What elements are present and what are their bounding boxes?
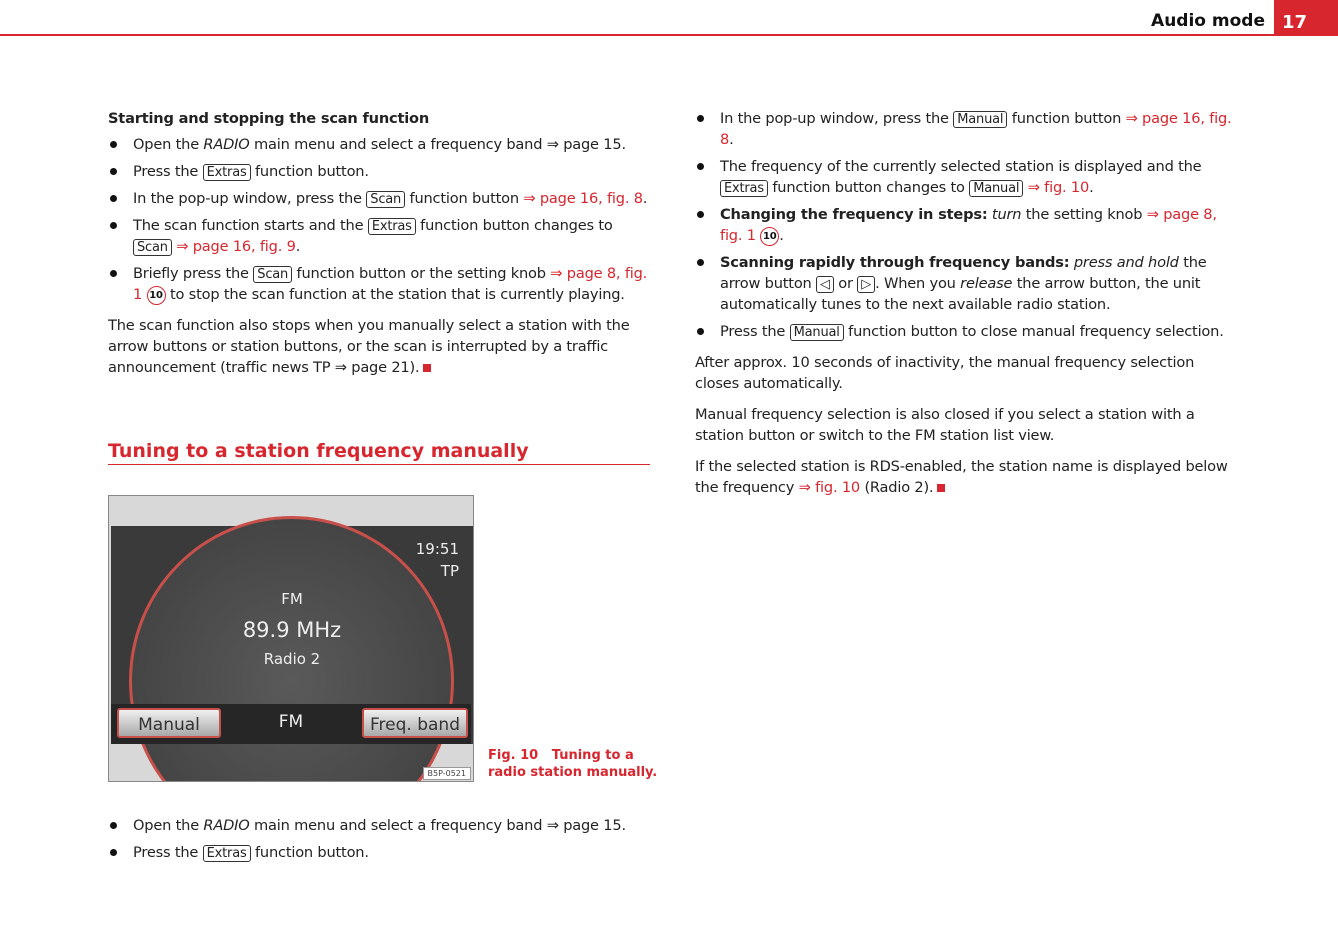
cross-reference-link[interactable]: ⇒ page 16, fig. 8 <box>720 110 1232 148</box>
text: . <box>779 227 784 244</box>
left-column-lower <box>108 815 653 869</box>
function-key: ◁ <box>816 276 834 293</box>
bullet-item <box>108 188 653 209</box>
text: Open the <box>133 136 204 153</box>
text: In the pop-up window, press the <box>133 190 367 207</box>
bullet-item <box>695 321 1240 342</box>
knob-reference-icon: 10 <box>147 286 166 305</box>
clock: 19:51 <box>415 540 459 558</box>
text: the arrow button <box>720 254 1207 292</box>
function-key: Extras <box>368 218 416 235</box>
text: Starting and stopping the scan function <box>108 110 430 127</box>
text: In the pop-up window, press the <box>720 110 954 127</box>
bullet-item <box>108 161 653 182</box>
function-key: ▷ <box>857 276 875 293</box>
paragraph <box>695 404 1240 446</box>
figure-code: B5P-0521 <box>423 767 471 780</box>
text: . When you <box>875 275 961 292</box>
text: function button to close manual frequency selection. <box>843 323 1224 340</box>
cross-reference-link[interactable]: ⇒ page 8, fig. 1 <box>133 265 648 303</box>
text: The scan function also stops when you manually select a station with the arrow buttons or station buttons, or the scan is interrupted by a traffic announcement (traffic news TP ⇒ page 21). <box>108 317 630 376</box>
bullet-item <box>695 204 1240 246</box>
bullet-item <box>695 108 1240 150</box>
end-marker-icon <box>423 364 431 372</box>
italic-text: turn <box>991 206 1022 223</box>
text: Briefly press the <box>133 265 254 282</box>
end-marker-icon <box>937 484 945 492</box>
text: . <box>1089 179 1094 196</box>
caption-text: Tuning to a radio station manually. <box>488 748 658 780</box>
tp-indicator: TP <box>440 562 459 580</box>
frequency-display: 89.9 MHz <box>242 618 342 642</box>
bullet-item <box>108 263 653 305</box>
text: (Radio 2). <box>860 479 934 496</box>
text: function button changes to <box>415 217 613 234</box>
left-column <box>108 108 653 388</box>
text: The frequency of the currently selected station is displayed and the <box>720 158 1202 175</box>
station-name: Radio 2 <box>263 650 321 668</box>
figure-caption <box>488 747 658 781</box>
function-key: Extras <box>203 845 251 862</box>
page-number: 17 <box>1274 0 1338 36</box>
knob-reference-icon: 10 <box>760 227 779 246</box>
freq-band-button[interactable]: Freq. band <box>362 708 468 738</box>
text: After approx. 10 seconds of inactivity, the manual frequency selection closes automatically. <box>695 354 1195 392</box>
caption-number: Fig. 10 <box>488 748 539 763</box>
text: or <box>833 275 858 292</box>
bullet-item <box>108 134 653 155</box>
right-column <box>695 108 1240 508</box>
cross-reference-link[interactable]: ⇒ fig. 10 <box>1027 179 1090 196</box>
text: function button or the setting knob <box>292 265 551 282</box>
function-key: Manual <box>790 324 844 341</box>
text: . <box>295 238 301 255</box>
italic-text: release <box>960 275 1013 292</box>
italic-text: RADIO <box>203 136 250 153</box>
text: Press the <box>133 844 203 861</box>
paragraph <box>108 315 653 378</box>
function-key: Scan <box>366 191 405 208</box>
function-key: Extras <box>720 180 768 197</box>
cross-reference-link[interactable]: ⇒ fig. 10 <box>798 479 860 496</box>
bar-band-label: FM <box>278 712 304 732</box>
function-bar <box>111 704 471 744</box>
function-key: Scan <box>253 266 292 283</box>
bullet-item <box>108 815 653 836</box>
text <box>142 286 146 303</box>
band-label: FM <box>281 590 303 608</box>
text: Press the <box>720 323 790 340</box>
cross-reference-link[interactable]: ⇒ page 16, fig. 9 <box>176 238 296 255</box>
text: The scan function starts and the <box>133 217 368 234</box>
bold-text: Changing the frequency in steps: <box>720 206 988 223</box>
header-rule <box>0 34 1338 36</box>
cross-reference-link[interactable]: ⇒ page 16, fig. 8 <box>523 190 643 207</box>
italic-text: RADIO <box>203 817 250 834</box>
italic-text: press and hold <box>1073 254 1179 271</box>
text: Press the <box>133 163 203 180</box>
text: the setting knob <box>1021 206 1147 223</box>
text: function button <box>1007 110 1126 127</box>
subheading <box>108 108 653 129</box>
bullet-item <box>108 215 653 257</box>
text: . <box>729 131 734 148</box>
text: Open the <box>133 817 204 834</box>
text: the arrow button, the unit automatically tunes to the next available radio station. <box>720 275 1201 313</box>
paragraph <box>695 456 1240 498</box>
function-key: Scan <box>133 239 172 256</box>
bold-text: Scanning rapidly through frequency bands: <box>720 254 1070 271</box>
function-key: Manual <box>969 180 1023 197</box>
text: to stop the scan function at the station that is currently playing. <box>165 286 625 303</box>
text: function button changes to <box>767 179 970 196</box>
section-title: Tuning to a station frequency manually <box>108 440 650 465</box>
bullet-item <box>108 842 653 863</box>
bullet-item <box>695 156 1240 198</box>
text: main menu and select a frequency band ⇒ page 15. <box>249 136 626 153</box>
manual-button[interactable]: Manual <box>117 708 221 738</box>
figure-radio-screen <box>108 495 474 782</box>
text: Manual frequency selection is also closed if you select a station with a station button or switch to the FM station list view. <box>695 406 1195 444</box>
paragraph <box>695 352 1240 394</box>
header-title: Audio mode <box>1151 11 1265 31</box>
function-key: Manual <box>953 111 1007 128</box>
text: . <box>642 190 648 207</box>
text: function button. <box>250 163 369 180</box>
text: main menu and select a frequency band ⇒ page 15. <box>249 817 626 834</box>
cross-reference-link[interactable]: ⇒ page 8, fig. 1 <box>720 206 1217 244</box>
bullet-item <box>695 252 1240 315</box>
text: function button <box>405 190 524 207</box>
function-key: Extras <box>203 164 251 181</box>
text: function button. <box>250 844 369 861</box>
text: If the selected station is RDS-enabled, the station name is displayed below the frequency <box>695 458 1228 496</box>
